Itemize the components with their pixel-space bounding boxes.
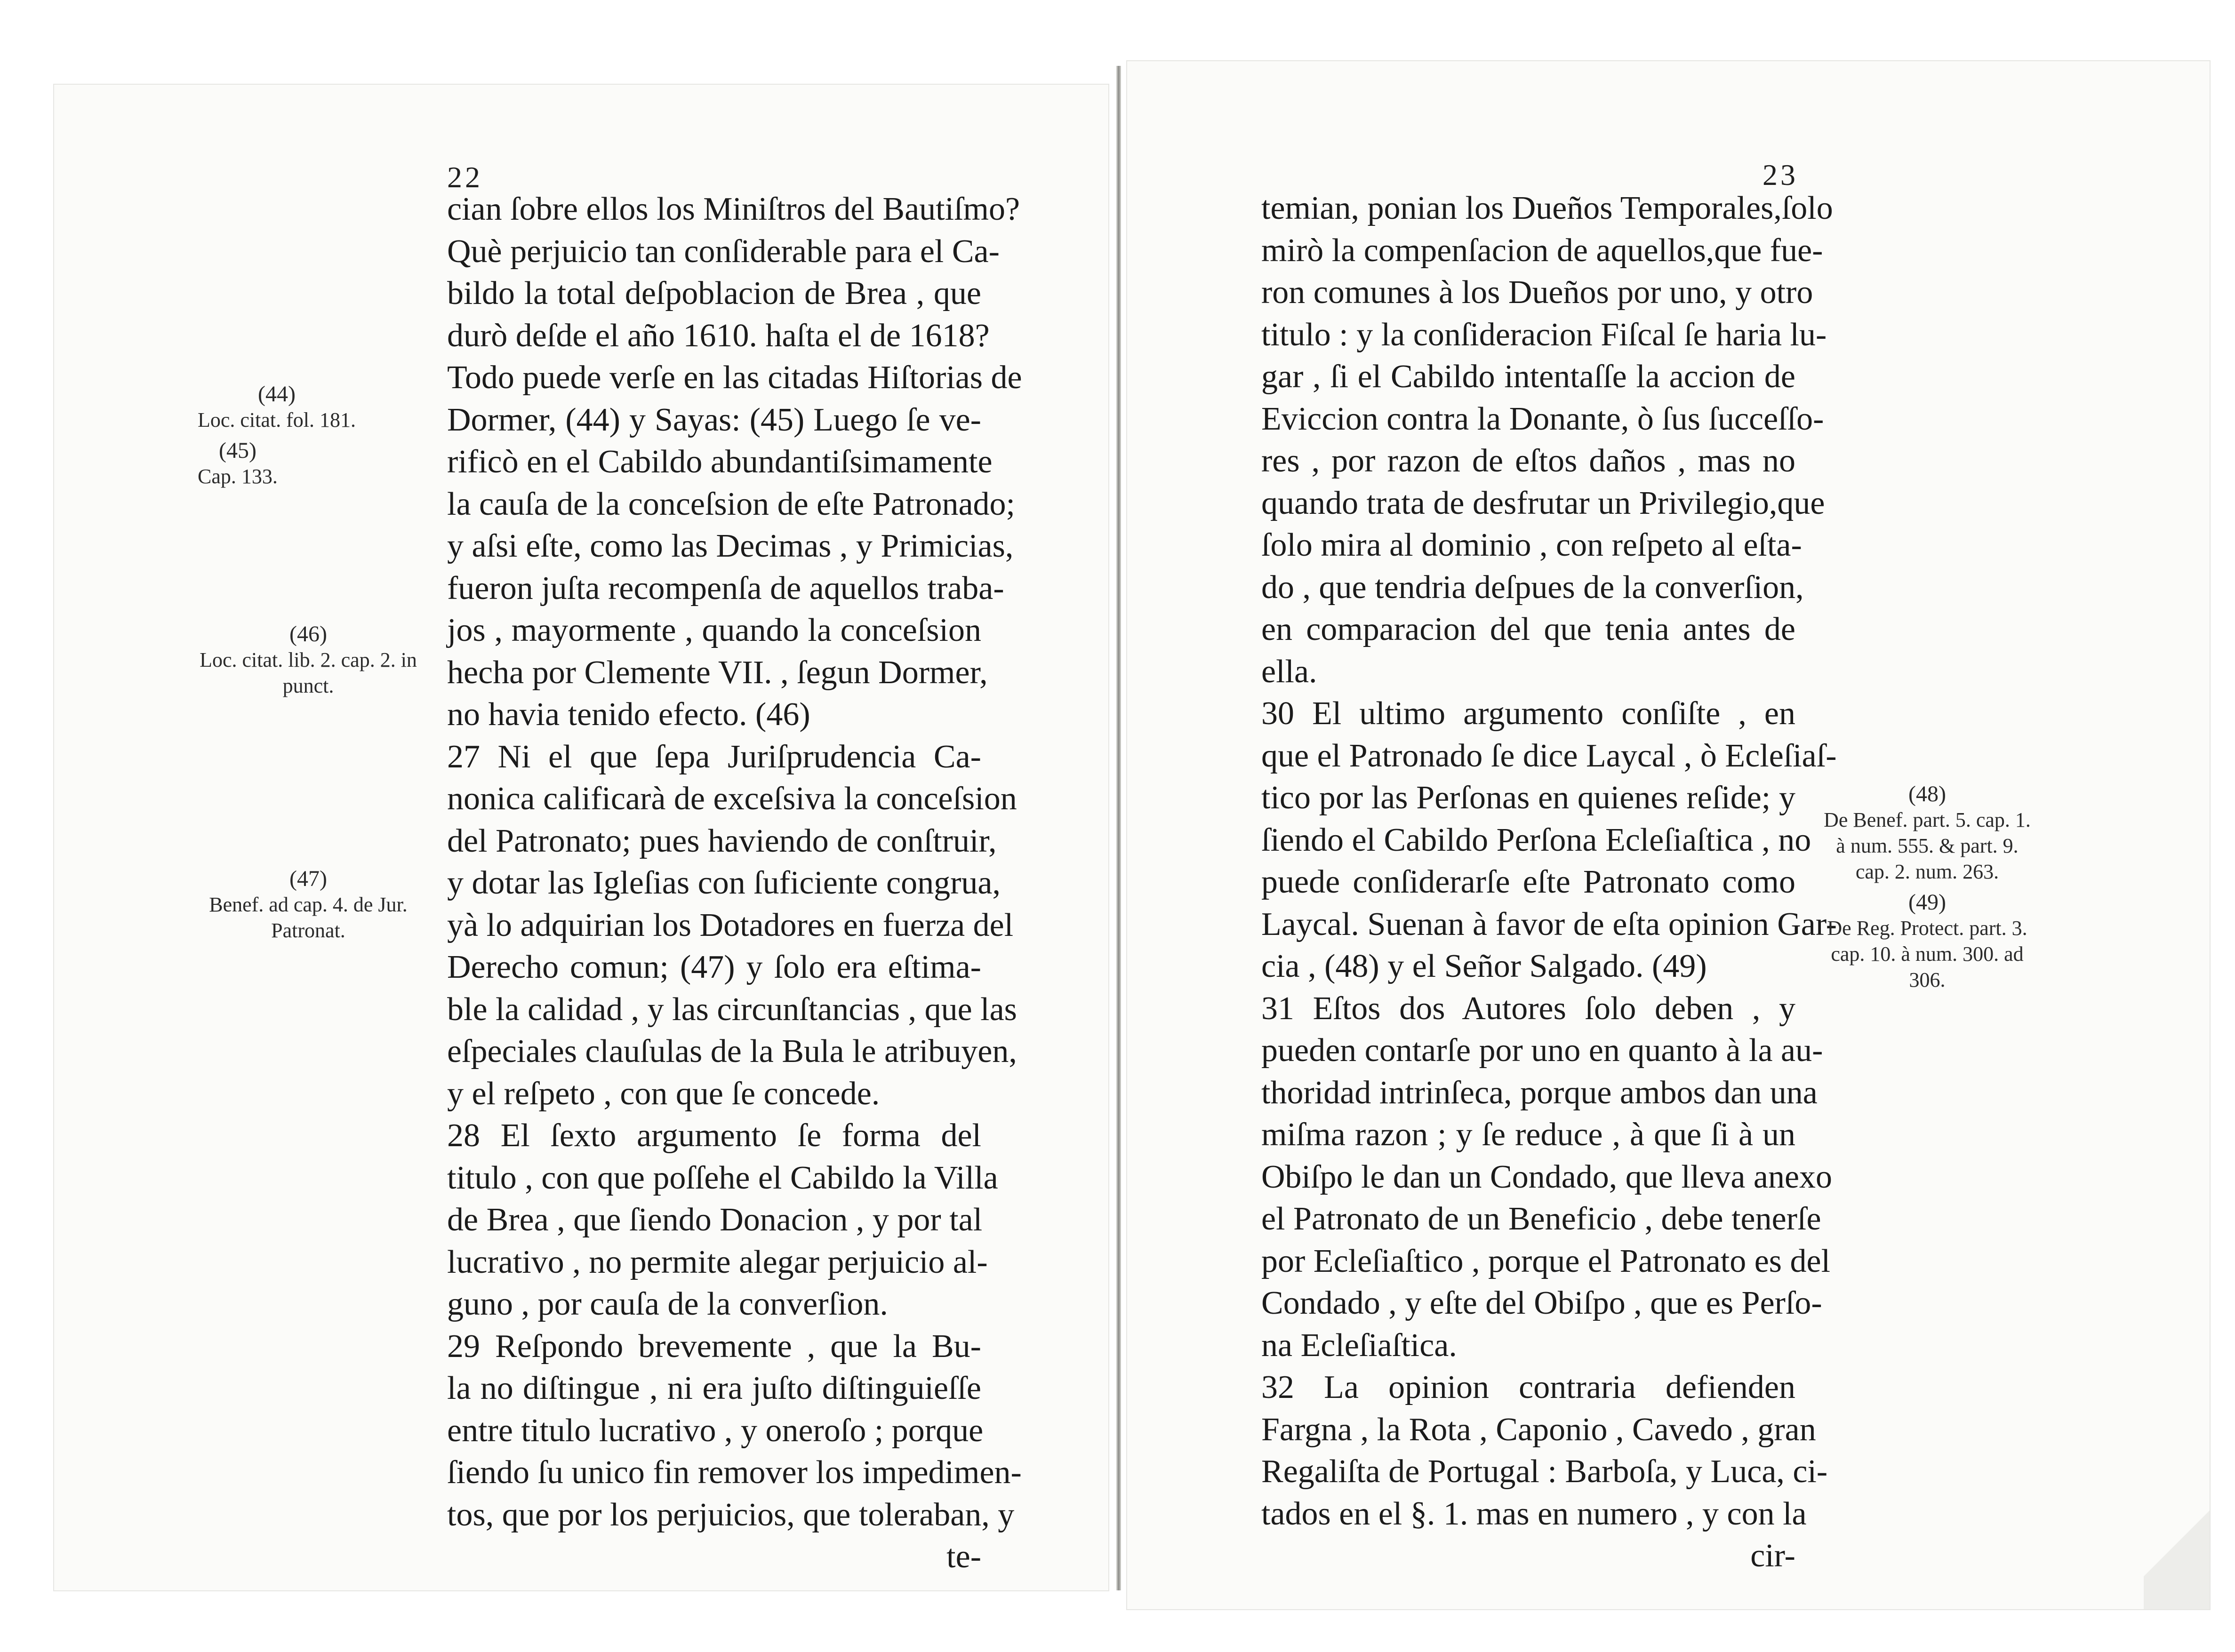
text-line: cia , (48) y el Señor Salgado. (49) bbox=[1261, 948, 1707, 984]
text-line: lucrativo , no permite alegar perjuicio al- bbox=[447, 1244, 988, 1280]
note-number: (45) bbox=[218, 438, 256, 463]
text-line: que el Patronado ſe dice Laycal , ò Ecleſiaſ- bbox=[1261, 737, 1837, 774]
text-line: ſolo mira al dominio , con reſpeto al eſta- bbox=[1261, 527, 1802, 563]
note-text: De Benef. part. 5. cap. 1. à num. 555. & part. 9. cap. 2. num. 263. bbox=[1824, 808, 2031, 883]
text-line: Dormer, (44) y Sayas: (45) Luego ſe ve- bbox=[447, 401, 981, 438]
text-line: cian ſobre ellos los Miniſtros del Bautiſmo? bbox=[447, 191, 1020, 227]
text-line: ſiendo el Cabildo Perſona Ecleſiaſtica , no bbox=[1261, 822, 1811, 858]
text-line: temian, ponian los Dueños Temporales,ſolo bbox=[1261, 190, 1833, 226]
text-line: tos, que por los perjuicios, que toleraban, y bbox=[447, 1496, 1015, 1533]
text-line: 28 El ſexto argumento ſe forma del bbox=[447, 1117, 981, 1154]
note-text: De Reg. Protect. part. 3. cap. 10. à num. 300. ad 306. bbox=[1827, 917, 2027, 991]
text-line: pueden contarſe por uno en quanto à la au- bbox=[1261, 1032, 1823, 1069]
text-line: gar , ſi el Cabildo intentaſſe la accion de bbox=[1261, 359, 1795, 395]
margin-note-45 bbox=[198, 438, 278, 489]
margin-note-49 bbox=[1817, 889, 2038, 993]
text-line: y el reſpeto , con que ſe concede. bbox=[447, 1075, 880, 1112]
catchword: te- bbox=[946, 1539, 981, 1575]
text-line: yà lo adquirian los Dotadores en fuerza del bbox=[447, 907, 1014, 943]
text-line: titulo : y la conſideracion Fiſcal ſe haria lu- bbox=[1261, 316, 1827, 353]
text-line: Derecho comun; (47) y ſolo era eſtima- bbox=[447, 949, 981, 985]
note-text: Cap. 133. bbox=[198, 465, 278, 488]
text-line: hecha por Clemente VII. , ſegun Dormer, bbox=[447, 654, 988, 691]
text-line: tico por las Perſonas en quienes reſide; y bbox=[1261, 780, 1795, 816]
text-line: do , que tendria deſpues de la converſion, bbox=[1261, 569, 1804, 606]
text-line: y dotar las Igleſias con ſuficiente congrua, bbox=[447, 865, 1001, 901]
note-text: Loc. citat. lib. 2. cap. 2. in punct. bbox=[200, 648, 417, 697]
text-line: Laycal. Suenan à favor de eſta opinion Gar- bbox=[1261, 906, 1837, 942]
margin-note-47 bbox=[198, 866, 419, 943]
note-number: (47) bbox=[289, 866, 327, 891]
text-line: Condado , y eſte del Obiſpo , que es Perſo- bbox=[1261, 1285, 1822, 1321]
text-line: guno , por cauſa de la converſion. bbox=[447, 1286, 888, 1322]
margin-note-46 bbox=[198, 621, 419, 699]
book-gutter bbox=[1116, 66, 1121, 1590]
text-line: por Ecleſiaſtico , porque el Patronato es del bbox=[1261, 1243, 1831, 1279]
text-line: puede conſiderarſe eſte Patronato como bbox=[1261, 864, 1795, 900]
text-line: res , por razon de eſtos daños , mas no bbox=[1261, 443, 1795, 479]
note-text: Benef. ad cap. 4. de Jur. Patronat. bbox=[209, 893, 408, 942]
margin-note-44 bbox=[198, 381, 356, 433]
text-line: bildo la total deſpoblacion de Brea , que bbox=[447, 275, 981, 311]
text-line: 27 Ni el que ſepa Juriſprudencia Ca- bbox=[447, 738, 981, 775]
text-line: Regaliſta de Portugal : Barboſa, y Luca, ci- bbox=[1261, 1453, 1828, 1490]
text-line: la no diſtingue , ni era juſto diſtinguieſſe bbox=[447, 1370, 981, 1406]
text-line: jos , mayormente , quando la conceſsion bbox=[447, 612, 981, 648]
left-page-text bbox=[447, 188, 1022, 1578]
note-number: (44) bbox=[258, 382, 296, 407]
note-number: (49) bbox=[1908, 890, 1946, 915]
page-number-left: 22 bbox=[447, 160, 483, 194]
note-number: (46) bbox=[289, 622, 327, 646]
note-number: (48) bbox=[1908, 782, 1946, 806]
text-line: entre titulo lucrativo , y oneroſo ; porque bbox=[447, 1412, 984, 1449]
text-line: rificò en el Cabildo abundantiſsimamente bbox=[447, 444, 993, 480]
text-line: titulo , con que poſſehe el Cabildo la Villa bbox=[447, 1159, 998, 1196]
text-line: durò deſde el año 1610. haſta el de 1618? bbox=[447, 317, 990, 354]
text-line: quando trata de desfrutar un Privilegio,que bbox=[1261, 485, 1825, 521]
text-line: y aſsi eſte, como las Decimas , y Primicias, bbox=[447, 528, 1014, 564]
text-line: 30 El ultimo argumento conſiſte , en bbox=[1261, 695, 1795, 732]
text-line: 32 La opinion contraria defienden bbox=[1261, 1369, 1795, 1405]
text-line: ſiendo ſu unico fin remover los impedimen- bbox=[447, 1454, 1022, 1491]
text-line: ble la calidad , y las circunſtancias , que las bbox=[447, 991, 1017, 1028]
text-line: Fargna , la Rota , Caponio , Cavedo , gran bbox=[1261, 1411, 1816, 1448]
text-line: nonica calificarà de exceſsiva la conceſsion bbox=[447, 781, 1017, 817]
right-page-text bbox=[1261, 187, 1837, 1577]
text-line: Què perjuicio tan conſiderable para el Ca- bbox=[447, 233, 1000, 270]
text-line: el Patronato de un Beneficio , debe tenerſe bbox=[1261, 1201, 1821, 1237]
page-number-right: 23 bbox=[1762, 158, 1798, 192]
text-line: tados en el §. 1. mas en numero , y con la bbox=[1261, 1495, 1807, 1532]
text-line: 29 Reſpondo brevemente , que la Bu- bbox=[447, 1328, 981, 1365]
text-line: ron comunes à los Dueños por uno, y otro bbox=[1261, 274, 1813, 311]
text-line: na Ecleſiaſtica. bbox=[1261, 1327, 1457, 1364]
text-line: miſma razon ; y ſe reduce , à que ſi à un bbox=[1261, 1117, 1795, 1153]
text-line: la cauſa de la conceſsion de eſte Patronado; bbox=[447, 486, 1015, 522]
margin-note-48 bbox=[1817, 781, 2038, 885]
folded-corner bbox=[2144, 1477, 2210, 1609]
text-line: no havia tenido efecto. (46) bbox=[447, 696, 810, 733]
text-line: eſpeciales clauſulas de la Bula le atribuyen, bbox=[447, 1033, 1017, 1069]
text-line: Obiſpo le dan un Condado, que lleva anexo bbox=[1261, 1158, 1833, 1195]
text-line: en comparacion del que tenia antes de bbox=[1261, 611, 1795, 647]
text-line: Eviccion contra la Donante, ò ſus ſucceſſo- bbox=[1261, 400, 1824, 437]
text-line: mirò la compenſacion de aquellos,que fue- bbox=[1261, 232, 1823, 269]
note-text: Loc. citat. fol. 181. bbox=[198, 408, 356, 431]
text-line: 31 Eſtos dos Autores ſolo deben , y bbox=[1261, 990, 1795, 1027]
text-line: thoridad intrinſeca, porque ambos dan una bbox=[1261, 1074, 1818, 1111]
text-line: del Patronato; pues haviendo de conſtruir, bbox=[447, 822, 997, 859]
text-line: ella. bbox=[1261, 653, 1317, 690]
catchword: cir- bbox=[1750, 1538, 1795, 1574]
text-line: Todo puede verſe en las citadas Hiſtorias de bbox=[447, 359, 1022, 396]
text-line: de Brea , que ſiendo Donacion , y por tal bbox=[447, 1202, 983, 1238]
text-line: fueron juſta recompenſa de aquellos traba- bbox=[447, 570, 1004, 607]
